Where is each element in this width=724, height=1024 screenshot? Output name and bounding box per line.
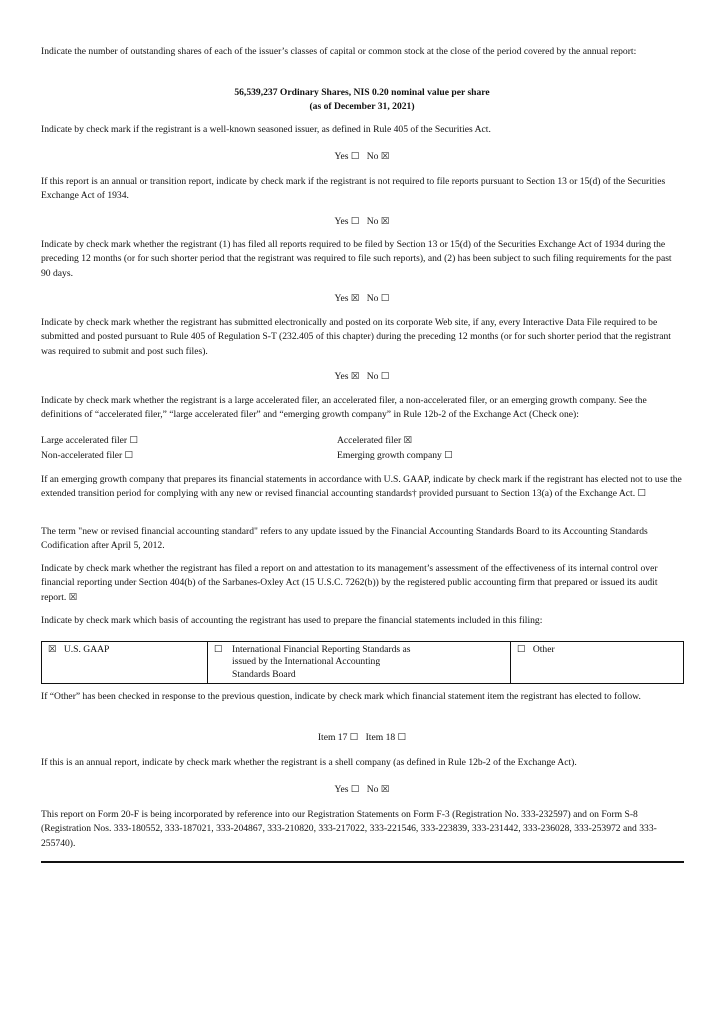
bottom-divider xyxy=(41,861,684,863)
shares-line-1: 56,539,237 Ordinary Shares, NIS 0.20 nominal value per share xyxy=(234,87,490,98)
para-term-definition: The term "new or revised financial accounting standard" refers to any update issued by the Financial Accounting Standards Board to its Accounting Standards Codification after April 5, 2012. xyxy=(41,526,648,552)
large-accelerated-filer[interactable]: Large accelerated filer ☐ xyxy=(41,435,139,446)
basis-table xyxy=(41,641,684,684)
para-not-required: If this report is an annual or transition report, indicate by check mark if the registrant is not required to file reports pursuant to Section 13 or 15(d) of the Securities Exchange Act of 1934. xyxy=(41,176,666,202)
check-not-required[interactable]: Yes ☐ No ☒ xyxy=(334,216,390,227)
basis-ifrs-cell[interactable] xyxy=(208,642,511,684)
check-shell-company[interactable]: Yes ☐ No ☒ xyxy=(334,784,390,795)
para-wksi: Indicate by check mark if the registrant is a well-known seasoned issuer, as defined in Rule 405 of the Securities Act. xyxy=(41,124,491,135)
para-shell-company: If this is an annual report, indicate by check mark whether the registrant is a shell company (as defined in Rule 12b-2 of the Exchange Act). xyxy=(41,757,577,768)
non-accelerated-filer[interactable]: Non-accelerated filer ☐ xyxy=(41,450,134,461)
other-checkbox[interactable]: ☐ xyxy=(517,644,526,655)
ifrs-label: International Financial Reporting Standards as issued by the International Accounting Standards Board xyxy=(232,644,411,680)
check-filed-reports[interactable]: Yes ☒ No ☐ xyxy=(334,293,390,304)
para-incorporation: This report on Form 20-F is being incorporated by reference into our Registration Statements on Form F-3 (Registration No. 333-232597) and on Form S-8 (Registration Nos. 333-180552, 333-187021, 333-204867, 333-210820, 333-217022, 333-221546, 333-223839, 333-231442, 333-236028, 333-253972 and 333-255740). xyxy=(41,809,657,849)
gaap-label: U.S. GAAP xyxy=(63,644,110,655)
para-filed-reports: Indicate by check mark whether the registrant (1) has filed all reports required to be filed by Section 13 or 15(d) of the Securities Exchange Act of 1934 during the preceding 12 months (or for such shorter period that the registrant was required to file such reports), and (2) has been subject to such filing requirements for the past 90 days. xyxy=(41,239,672,279)
ifrs-checkbox[interactable]: ☐ xyxy=(214,644,223,655)
basis-other-cell[interactable] xyxy=(511,642,684,684)
para-outstanding-shares: Indicate the number of outstanding shares of each of the issuer’s classes of capital or common stock at the close of the period covered by the annual report: xyxy=(41,46,637,57)
filer-row-2 xyxy=(41,449,683,463)
shares-line-2: (as of December 31, 2021) xyxy=(309,101,415,113)
basis-gaap-cell[interactable] xyxy=(42,642,208,684)
shares-heading xyxy=(41,86,683,115)
para-other-basis: If “Other” has been checked in response to the previous question, indicate by check mark which financial statement item the registrant has elected to follow. xyxy=(41,691,641,702)
para-filer-type: Indicate by check mark whether the registrant is a large accelerated filer, an accelerated filer, a non-accelerated filer, or an emerging growth company. See the definitions of “accelerated filer,” “large accelerated filer” and “emerging growth company” in Rule 12b-2 of the Exchange Act (Check one): xyxy=(41,395,647,421)
check-item[interactable]: Item 17 ☐ Item 18 ☐ xyxy=(317,732,407,743)
para-404b: Indicate by check mark whether the registrant has filed a report on and attestation to its management’s assessment of the effectiveness of its internal control over financial reporting under Section 404(b) of the Sarbanes-Oxley Act (15 U.S.C. 7262(b)) by the registered public accounting firm that prepared or issued its audit report. ☒ xyxy=(41,563,658,603)
other-label: Other xyxy=(532,644,555,655)
filer-row-1 xyxy=(41,434,683,448)
gaap-checkbox[interactable]: ☒ xyxy=(48,644,57,655)
para-egc: If an emerging growth company that prepares its financial statements in accordance with U.S. GAAP, indicate by check mark if the registrant has elected not to use the extended transition period for complying with any new or revised financial accounting standards† provided pursuant to Section 13(a) of the Exchange Act. ☐ xyxy=(41,474,682,500)
para-interactive-data: Indicate by check mark whether the registrant has submitted electronically and posted on its corporate Web site, if any, every Interactive Data File required to be submitted and posted pursuant to Rule 405 of Regulation S-T (232.405 of this chapter) during the preceding 12 months (or for such shorter period that the registrant was required to submit and post such files). xyxy=(41,317,671,357)
accelerated-filer[interactable]: Accelerated filer ☒ xyxy=(337,435,413,446)
emerging-growth-company[interactable]: Emerging growth company ☐ xyxy=(337,450,453,461)
check-wksi[interactable]: Yes ☐ No ☒ xyxy=(334,151,390,162)
check-interactive-data[interactable]: Yes ☒ No ☐ xyxy=(334,371,390,382)
para-basis-of-accounting: Indicate by check mark which basis of accounting the registrant has used to prepare the financial statements included in this filing: xyxy=(41,615,543,626)
